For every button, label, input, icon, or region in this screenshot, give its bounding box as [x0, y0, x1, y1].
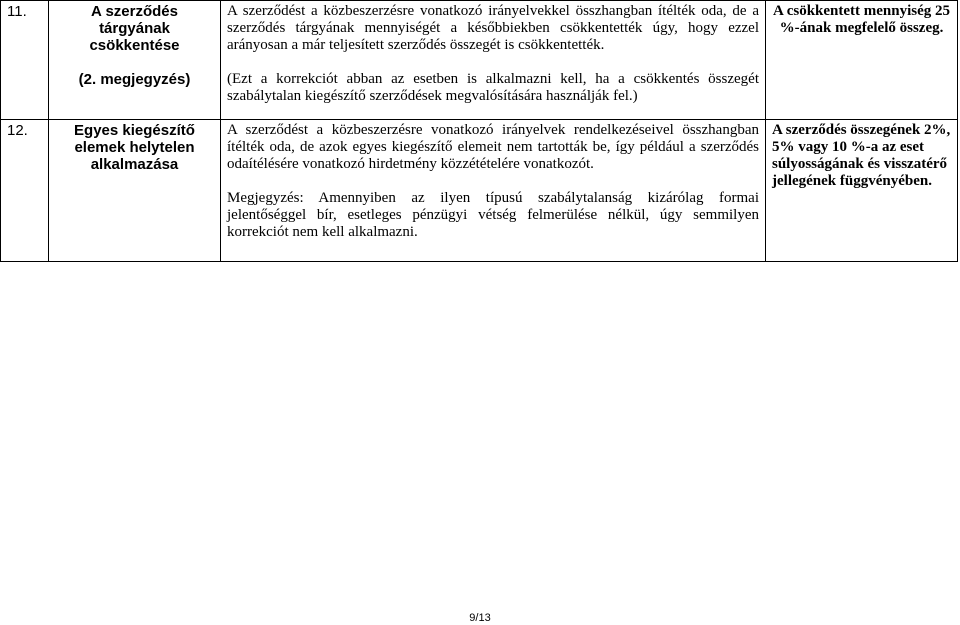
description-paragraph: A szerződést a közbeszerzésre vonatkozó irányelvekkel összhangban ítélték oda, de a szerződés tárgyának mennyiségét a későbbiekben csökkentették úgy, hogy ezzel arányosan a már teljesített szerződés összegét is csökkentették.	[227, 3, 759, 53]
description-paragraph: A szerződést a közbeszerzésre vonatkozó irányelvek rendelkezéseivel összhangban ítélték oda, de azok egyes kiegészítő elemeit nem tartották be, így például a szerződés odaítélésére vonatkozó hirdetmény közzétételére vonatkozót.	[227, 122, 759, 172]
correction-rate: A csökkentett mennyiség 25 %-ának megfelelő összeg.	[766, 1, 958, 120]
irregularity-title	[49, 1, 221, 120]
table-row	[1, 1, 958, 120]
row-number: 11.	[1, 1, 49, 120]
correction-rate: A szerződés összegének 2%, 5% vagy 10 %-a az eset súlyosságának és visszatérő jellegének függvényében.	[766, 120, 958, 262]
irregularity-title-text: Egyes kiegészítő elemek helytelen alkalmazása	[74, 122, 195, 173]
irregularity-title	[49, 120, 221, 262]
table-row	[1, 120, 958, 262]
irregularity-description	[221, 1, 766, 120]
irregularity-title-text: A szerződés tárgyának csökkentése	[89, 3, 180, 54]
irregularity-description	[221, 120, 766, 262]
correction-table	[0, 0, 958, 262]
row-number: 12.	[1, 120, 49, 262]
page-number: 9/13	[469, 612, 491, 624]
irregularity-note: (2. megjegyzés)	[78, 71, 191, 88]
description-paragraph: (Ezt a korrekciót abban az esetben is alkalmazni kell, ha a csökkentés összegét szabálytalan kiegészítő szerződések megvalósítására használják fel.)	[227, 71, 759, 104]
description-paragraph: Megjegyzés: Amennyiben az ilyen típusú szabálytalanság kizárólag formai jelentőséggel bír, esetleges pénzügyi vétség felmerülése nélkül, úgy semmilyen korrekciót nem kell alkalmazni.	[227, 190, 759, 240]
